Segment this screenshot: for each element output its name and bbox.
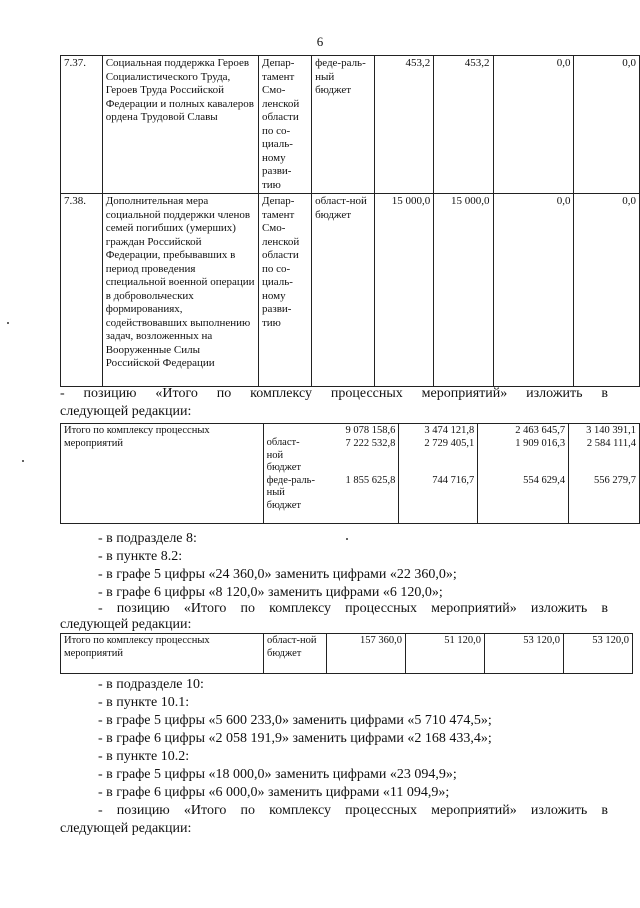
source-cell xyxy=(263,424,318,524)
funding-source: област-ной бюджет xyxy=(312,194,375,387)
total-table xyxy=(60,633,633,674)
paragraph-line: следующей редакции: xyxy=(60,404,192,419)
value: 744 716,7 xyxy=(432,475,475,486)
paragraph-line: следующей редакции: xyxy=(60,821,192,836)
table-row xyxy=(61,194,640,387)
scan-speck xyxy=(7,322,9,324)
value-year3: 0,0 xyxy=(574,194,640,387)
value: 2 729 405,1 xyxy=(424,437,475,449)
col-year3 xyxy=(569,424,640,524)
paragraph-line: - позицию «Итого по комплексу процессных мероприятий» изложить в xyxy=(98,601,608,616)
row-number: 7.37. xyxy=(61,56,103,194)
value-year2: 53 120,0 xyxy=(485,634,564,674)
measure-name: Дополнительная мера социальной поддержки членов семей погибших (умерших) граждан Российской Федерации, пребывавших в период проведения специальной военной операции в добровольческих формированиях, содействовавших выполнению задач, возложенных на Вооруженные Силы Российской Федерации xyxy=(102,194,258,387)
paragraph-line: - в графе 6 цифры «8 120,0» заменить цифрами «6 120,0»; xyxy=(98,585,443,600)
measure-name: Социальная поддержка Героев Социалистического Труда, Героев Труда Российской Федерации и полных кавалеров ордена Трудовой Славы xyxy=(102,56,258,194)
row-number: 7.38. xyxy=(61,194,103,387)
value-total: 157 360,0 xyxy=(327,634,406,674)
value: 1 909 016,3 xyxy=(515,437,566,449)
value-total: 453,2 xyxy=(375,56,434,194)
paragraph-line: - в подразделе 8: xyxy=(98,531,197,546)
col-year2 xyxy=(478,424,569,524)
source-federal: феде-раль-ный бюджет xyxy=(266,474,315,511)
executor: Депар-тамент Смо-ленской области по со-циаль-ному разви-тию xyxy=(258,56,311,194)
value-year1: 453,2 xyxy=(434,56,493,194)
paragraph-line: - в графе 5 цифры «18 000,0» заменить цифрами «23 094,9»; xyxy=(98,767,457,782)
funding-source: област-ной бюджет xyxy=(264,634,327,674)
paragraph-line: - в пункте 8.2: xyxy=(98,549,183,564)
total-table xyxy=(60,423,640,524)
value-total: 15 000,0 xyxy=(375,194,434,387)
source-regional: област-ной бюджет xyxy=(266,437,301,473)
value: 9 078 158,6 xyxy=(345,425,396,436)
scan-speck xyxy=(22,460,24,462)
paragraph-line: - в графе 5 цифры «5 600 233,0» заменить цифрами «5 710 474,5»; xyxy=(98,713,492,728)
total-label: Итого по комплексу процессных мероприятий xyxy=(61,424,264,524)
value: 556 279,7 xyxy=(594,475,636,486)
paragraph-line: - в графе 5 цифры «24 360,0» заменить цифрами «22 360,0»; xyxy=(98,567,457,582)
paragraph-line: - в графе 6 цифры «6 000,0» заменить цифрами «11 094,9»; xyxy=(98,785,450,800)
paragraph-line: - позицию «Итого по комплексу процессных мероприятий» изложить в xyxy=(98,803,608,818)
value: 3 474 121,8 xyxy=(424,425,475,436)
value-year2: 0,0 xyxy=(493,194,574,387)
value: 2 463 645,7 xyxy=(515,425,566,436)
executor: Депар-тамент Смо-ленской области по со-циаль-ному разви-тию xyxy=(258,194,311,387)
value-year2: 0,0 xyxy=(493,56,574,194)
value-year1: 51 120,0 xyxy=(406,634,485,674)
col-total xyxy=(319,424,399,524)
measures-table xyxy=(60,55,640,387)
value: 3 140 391,1 xyxy=(586,425,636,436)
paragraph-line: следующей редакции: xyxy=(60,617,192,632)
table-row xyxy=(61,634,633,674)
scan-speck xyxy=(346,538,348,540)
value-year3: 0,0 xyxy=(574,56,640,194)
paragraph-line: - в пункте 10.1: xyxy=(98,695,190,710)
value: 7 222 532,8 xyxy=(345,437,396,449)
total-label: Итого по комплексу процессных мероприятий xyxy=(61,634,264,674)
value-year1: 15 000,0 xyxy=(434,194,493,387)
paragraph-line: - позицию «Итого по комплексу процессных мероприятий» изложить в xyxy=(60,386,608,401)
table-row xyxy=(61,56,640,194)
value-year3: 53 120,0 xyxy=(564,634,633,674)
paragraph-line: - в пункте 10.2: xyxy=(98,749,190,764)
table-row xyxy=(61,424,640,524)
value: 554 629,4 xyxy=(523,475,566,486)
value: 1 855 625,8 xyxy=(345,475,396,486)
value: 2 584 111,4 xyxy=(586,437,636,449)
page-number: 6 xyxy=(316,34,324,49)
paragraph-line: - в подразделе 10: xyxy=(98,677,204,692)
col-year1 xyxy=(399,424,478,524)
paragraph-line: - в графе 6 цифры «2 058 191,9» заменить цифрами «2 168 433,4»; xyxy=(98,731,492,746)
funding-source: феде-раль-ный бюджет xyxy=(312,56,375,194)
